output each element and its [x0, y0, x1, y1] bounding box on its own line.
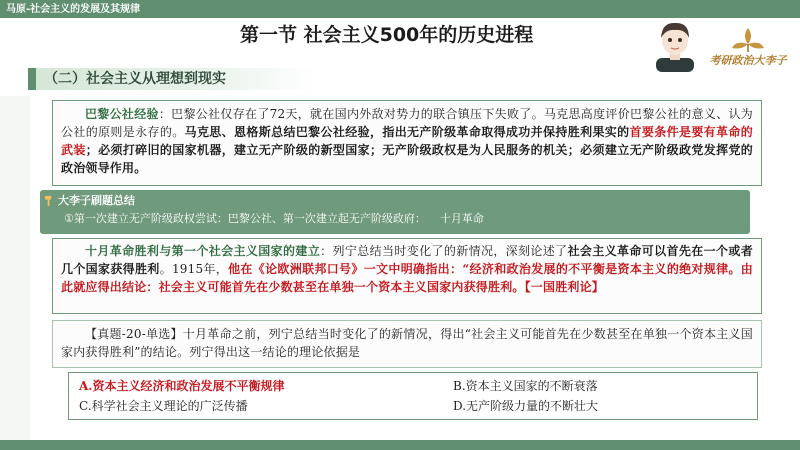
- paris-commune-paragraph: [61, 105, 753, 177]
- option-d[interactable]: D.无产阶级力量的不断壮大: [453, 399, 599, 413]
- paris-commune-text-1: ：巴黎公社仅存在了72天，就在国内外敌对势力的联合镇压下失败了。马克思高度评价巴黎公社的意义、认为公社的原则是永存的。: [61, 107, 754, 139]
- brand-name: 考研政治大李子: [709, 54, 787, 67]
- left-margin-strip: [0, 96, 30, 440]
- october-revolution-text-1: ：列宁总结当时变化了的新情况，深刻论述了: [320, 244, 568, 258]
- october-revolution-text-3: 。1915年，: [159, 262, 229, 276]
- answer-options: [68, 372, 758, 420]
- summary-box: [40, 190, 750, 234]
- avatar: [652, 18, 698, 72]
- option-c[interactable]: C.科学社会主义理论的广泛传播: [79, 399, 248, 413]
- october-revolution-paragraph: [61, 242, 753, 296]
- slide-title: 第一节 社会主义500年的历史进程: [240, 24, 534, 46]
- question-box: [52, 320, 762, 368]
- option-a[interactable]: A.资本主义经济和政治发展不平衡规律: [79, 379, 285, 393]
- summary-title: 大李子刷题总结: [58, 194, 135, 207]
- bottom-banner: [0, 440, 800, 450]
- paris-commune-heading: 巴黎公社经验: [85, 107, 159, 121]
- paris-commune-key-condition: 首要条件是要有革命的武装: [61, 125, 753, 157]
- paris-commune-box: [52, 100, 762, 186]
- october-revolution-box: [52, 238, 762, 314]
- october-revolution-text-2: 社会主义革命可以首先在一个或者几个国家获得胜利: [61, 244, 753, 276]
- option-b[interactable]: B.资本主义国家的不断衰落: [453, 379, 598, 393]
- october-revolution-heading: 十月革命胜利与第一个社会主义国家的建立: [85, 244, 321, 258]
- october-revolution-quote: 他在《论欧洲联邦口号》一文中明确指出：“经济和政治发展的不平衡是资本主义的绝对规律。由此就应得出结论：社会主义可能首先在少数甚至在单独一个资本主义国家内获得胜利。: [61, 262, 753, 294]
- course-label: 马原-社会主义的发展及其规律: [6, 4, 141, 15]
- one-country-theory-tag: 【一国胜利论】: [524, 280, 605, 294]
- section-title: （二）社会主义从理想到现实: [44, 71, 226, 87]
- paris-commune-text-2: 马克思、恩格斯总结巴黎公社经验，指出无产阶级革命取得成功并保持胜利果实的: [184, 125, 630, 139]
- paris-commune-text-4: ；必须打碎旧的国家机器，建立无产阶级的新型国家；无产阶级政权是为人民服务的机关；必须建立无产阶级政党发挥党的政治领导作用。: [61, 143, 754, 175]
- hammer-icon: [44, 195, 55, 206]
- question-text: 【真题-20-单选】十月革命之前，列宁总结当时变化了的新情况，得出“社会主义可能首先在少数甚至在单独一个资本主义国家内获得胜利”的结论。列宁得出这一结论的理论依据是: [61, 327, 753, 359]
- summary-line: ①第一次建立无产阶级政权尝试：巴黎公社、第一次建立起无产阶级政府： 十月革命: [64, 212, 484, 225]
